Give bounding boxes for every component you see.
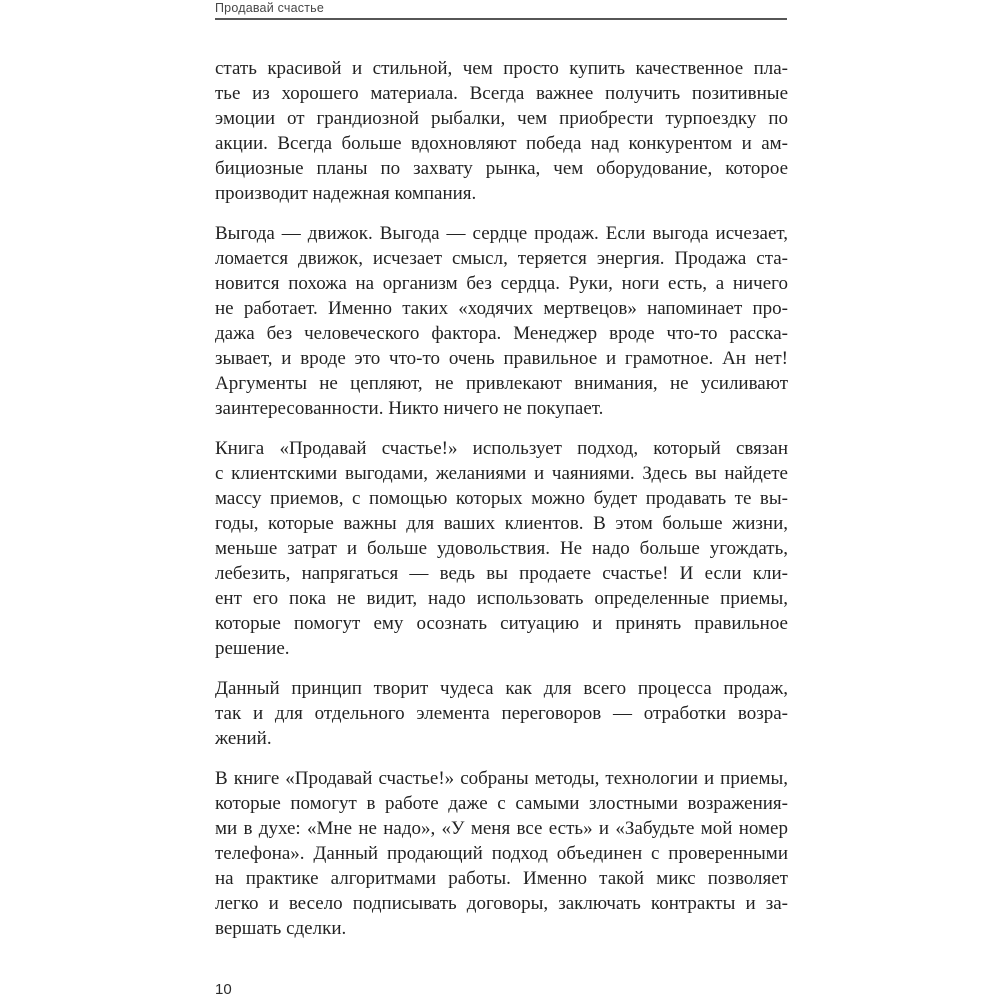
text-line: которые помогут ему осознать ситуацию и принять правильное [215,613,788,634]
body-text [215,56,788,941]
text-line: не работает. Именно таких «ходячих мертвецов» напоминает про- [215,298,788,319]
text-line: зывает, и вроде это что-то очень правильное и грамотное. Ан нет! [215,348,788,369]
text-line: заинтересованности. Никто ничего не покупает. [215,398,604,419]
text-line: стать красивой и стильной, чем просто купить качественное пла- [215,58,788,79]
text-line: на практике алгоритмами работы. Именно такой микс позволяет [215,868,788,889]
text-line: бициозные планы по захвату рынка, чем оборудование, которое [215,158,788,179]
text-line: массу приемов, с помощью которых можно будет продавать те вы- [215,488,788,509]
text-line: лебезить, напрягаться — ведь вы продаете счастье! И если кли- [215,563,788,584]
text-line: ент его пока не видит, надо использовать определенные приемы, [215,588,788,609]
text-line: Выгода — движок. Выгода — сердце продаж. Если выгода исчезает, [215,223,788,244]
text-line: телефона». Данный продающий подход объединен с проверенными [215,843,788,864]
text-line: В книге «Продавай счастье!» собраны методы, технологии и приемы, [215,768,788,789]
text-line: дажа без человеческого фактора. Менеджер вроде что-то расска- [215,323,788,344]
text-line: Данный принцип творит чудеса как для всего процесса продаж, [215,678,788,699]
text-line: ломается движок, исчезает смысл, теряется энергия. Продажа ста- [215,248,788,269]
text-line: ми в духе: «Мне не надо», «У меня все есть» и «Забудьте мой номер [215,818,788,839]
paragraph [215,436,788,661]
text-line: производит надежная компания. [215,183,477,204]
text-line: решение. [215,638,290,659]
running-title: Продавай счастье [215,1,324,15]
paragraph [215,221,788,421]
page-number: 10 [215,981,232,998]
text-line: меньше затрат и больше удовольствия. Не надо больше угождать, [215,538,788,559]
text-line: эмоции от грандиозной рыбалки, чем приобрести турпоездку по [215,108,788,129]
text-line: легко и весело подписывать договоры, заключать контракты и за- [215,893,788,914]
paragraph [215,676,788,751]
text-line: Аргументы не цепляют, не привлекают внимания, не усиливают [215,373,788,394]
text-line: так и для отдельного элемента переговоров — отработки возра- [215,703,788,724]
text-line: с клиентскими выгодами, желаниями и чаяниями. Здесь вы найдете [215,463,788,484]
text-line: новится похожа на организм без сердца. Руки, ноги есть, а ничего [215,273,788,294]
text-line: тье из хорошего материала. Всегда важнее получить позитивные [215,83,788,104]
paragraph [215,766,788,941]
text-line: Книга «Продавай счастье!» использует подход, который связан [215,438,788,459]
text-line: жений. [215,728,272,749]
text-line: акции. Всегда больше вдохновляют победа над конкурентом и ам- [215,133,788,154]
text-line: которые помогут в работе даже с самыми злостными возражения- [215,793,788,814]
paragraph [215,56,788,206]
text-line: вершать сделки. [215,918,347,939]
running-header [215,1,787,20]
text-line: годы, которые важны для ваших клиентов. В этом больше жизни, [215,513,788,534]
